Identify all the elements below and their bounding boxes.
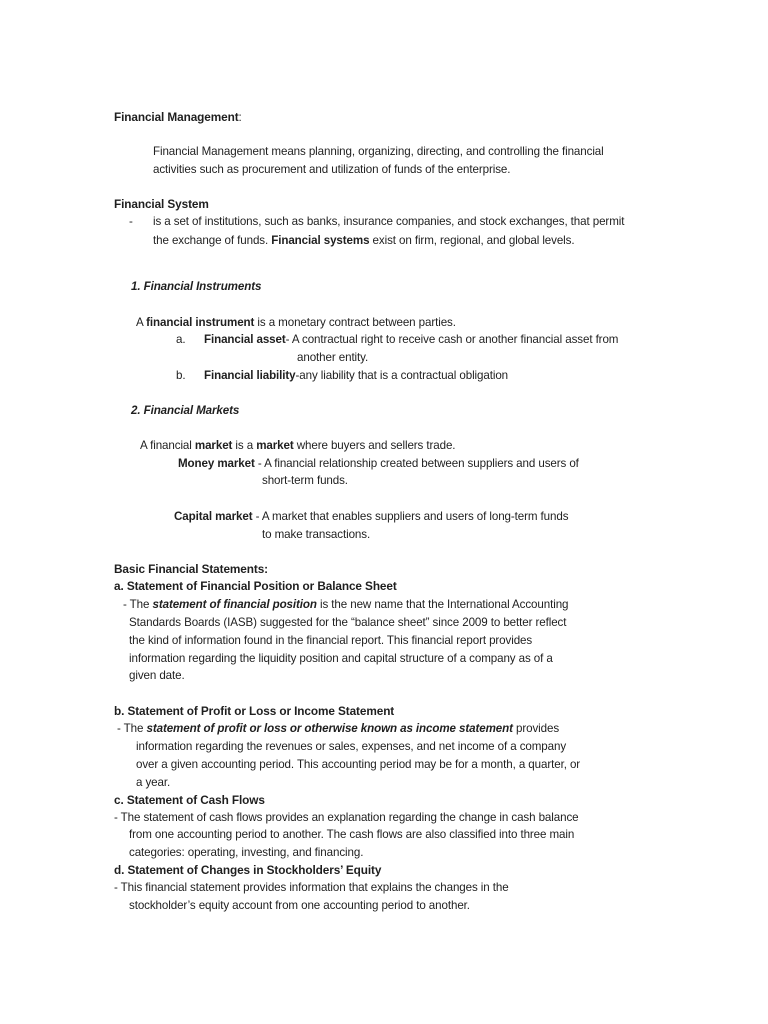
- financial-liability-item: Financial liability-any liability that is a contractual obligation: [204, 369, 509, 382]
- balance-sheet-text-line-1: - The statement of financial position is the new name that the International Accounting: [123, 598, 569, 611]
- income-statement-text-line-2: information regarding the revenues or sales, expenses, and net income of a company: [136, 740, 567, 753]
- balance-sheet-heading: a. Statement of Financial Position or Balance Sheet: [114, 579, 397, 593]
- financial-management-text-line-2: activities such as procurement and utilization of funds of the enterprise.: [153, 163, 511, 176]
- financial-system-heading: Financial System: [114, 197, 209, 211]
- financial-asset-marker: a.: [176, 333, 186, 346]
- money-market-item: Money market - A financial relationship created between suppliers and users of: [178, 457, 579, 470]
- financial-system-text-line-1: is a set of institutions, such as banks, insurance companies, and stock exchanges, that permit: [153, 215, 625, 228]
- income-statement-text-line-1: - The statement of profit or loss or otherwise known as income statement provides: [117, 722, 560, 735]
- basic-financial-statements-heading: Basic Financial Statements:: [114, 562, 268, 576]
- financial-markets-heading: 2. Financial Markets: [131, 404, 240, 417]
- income-statement-heading: b. Statement of Profit or Loss or Income Statement: [114, 704, 395, 718]
- cash-flows-text-line-1: - The statement of cash flows provides an explanation regarding the change in cash balance: [114, 811, 579, 824]
- financial-system-text-line-2: the exchange of funds. Financial systems exist on firm, regional, and global levels.: [153, 234, 575, 247]
- balance-sheet-text-line-4: information regarding the liquidity position and capital structure of a company as of a: [129, 652, 553, 665]
- capital-market-item: Capital market - A market that enables suppliers and users of long-term funds: [174, 510, 569, 523]
- financial-liability-marker: b.: [176, 369, 186, 382]
- stockholders-equity-text-line-2: stockholder’s equity account from one accounting period to another.: [129, 899, 470, 912]
- cash-flows-text-line-2: from one accounting period to another. The cash flows are also classified into three main: [129, 828, 575, 841]
- cash-flows-heading: c. Statement of Cash Flows: [114, 793, 265, 807]
- financial-management-text-line-1: Financial Management means planning, organizing, directing, and controlling the financial: [153, 145, 604, 158]
- balance-sheet-text-line-3: the kind of information found in the financial report. This financial report provides: [129, 634, 533, 647]
- stockholders-equity-text-line-1: - This financial statement provides information that explains the changes in the: [114, 881, 509, 894]
- financial-asset-item: Financial asset- A contractual right to receive cash or another financial asset from: [204, 333, 619, 346]
- cash-flows-text-line-3: categories: operating, investing, and financing.: [129, 846, 364, 859]
- financial-instrument-definition: A financial instrument is a monetary contract between parties.: [136, 316, 456, 329]
- income-statement-text-line-4: a year.: [136, 776, 171, 789]
- balance-sheet-text-line-5: given date.: [129, 669, 185, 682]
- financial-asset-continuation: another entity.: [297, 351, 369, 364]
- balance-sheet-text-line-2: Standards Boards (IASB) suggested for the “balance sheet” since 2009 to better reflect: [129, 616, 567, 629]
- income-statement-text-line-3: over a given accounting period. This accounting period may be for a month, a quarter, or: [136, 758, 581, 771]
- capital-market-continuation: to make transactions.: [262, 528, 371, 541]
- financial-market-definition: A financial market is a market where buyers and sellers trade.: [140, 439, 456, 452]
- financial-management-heading: Financial Management:: [114, 110, 242, 124]
- money-market-continuation: short-term funds.: [262, 474, 348, 487]
- financial-instruments-heading: 1. Financial Instruments: [131, 280, 262, 293]
- stockholders-equity-heading: d. Statement of Changes in Stockholders’ Equity: [114, 863, 382, 877]
- financial-system-bullet: -: [129, 215, 133, 228]
